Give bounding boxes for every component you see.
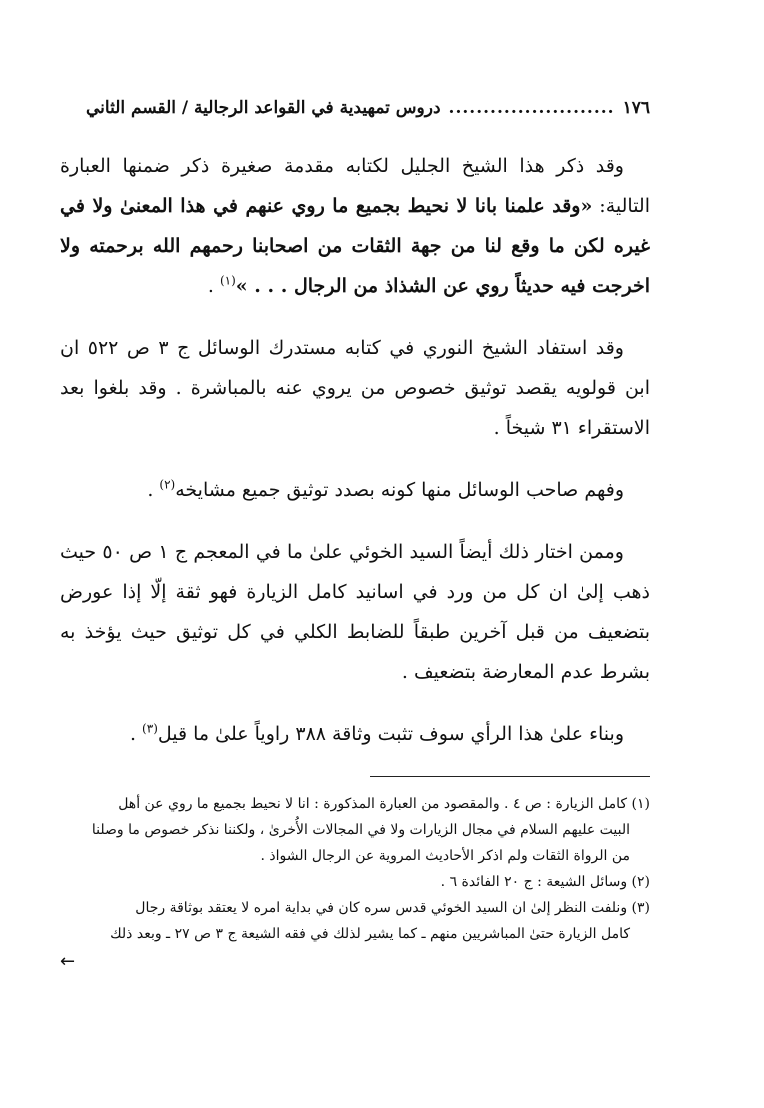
paragraph-1-quote: «وقد علمنا بانا لا نحيط بجميع ما روي عنهم في هذا المعنىٰ ولا في غيره لكن ما وقع لنا من جهة الثقات من اصحابنا رحمهم الله برحمته ولا اخرجت فيه حديثاً روي عن الشذاذ من الرجال . . . » (60, 195, 650, 297)
page-number: ١٧٦ (622, 98, 650, 118)
paragraph-3-end: . (147, 479, 154, 501)
footnote-3: (٣) ونلفت النظر إلىٰ ان السيد الخوئي قدس سره كان في بداية امره لا يعتقد بوثاقة رجال (135, 900, 650, 916)
paragraph-1-intro: وقد ذكر هذا الشيخ الجليل لكتابه مقدمة صغيرة ذكر ضمنها العبارة التالية: (60, 155, 650, 217)
footnote-ref-1[interactable]: (١) (219, 273, 236, 288)
footnote-1-line-2: البيت عليهم السلام في مجال الزيارات ولا في المجالات الأُخرىٰ ، ولكننا نذكر خصوص ما وصلنا (91, 822, 630, 838)
footnote-2: (٢) وسائل الشيعة : ج ٢٠ الفائدة ٦ . (440, 874, 650, 890)
paragraph-5 (60, 714, 650, 754)
footnote-divider (370, 776, 650, 777)
main-text (60, 146, 650, 754)
running-header (60, 88, 650, 128)
paragraph-1-end: . (207, 275, 214, 297)
running-title: دروس تمهيدية في القواعد الرجالية / القسم الثاني (86, 98, 441, 118)
footnotes (60, 791, 650, 975)
paragraph-5-end: . (129, 723, 136, 745)
footnote-1: (١) كامل الزيارة : ص ٤ . والمقصود من العبارة المذكورة : انا لا نحيط بجميع ما روي عن أهل (118, 796, 650, 812)
paragraph-1 (60, 146, 650, 306)
footnote-ref-2[interactable]: (٢) (159, 477, 176, 492)
paragraph-3 (60, 470, 650, 510)
paragraph-2: وقد استفاد الشيخ النوري في كتابه مستدرك الوسائل ج ٣ ص ٥٢٢ ان ابن قولويه يقصد توثيق خصوص من يروي عنه بالمباشرة . وقد بلغوا بعد الاستقراء ٣١ شيخاً . (60, 337, 650, 439)
paragraph-5-text: وبناء علىٰ هذا الرأي سوف تثبت وثاقة ٣٨٨ راوياً علىٰ ما قيل (157, 723, 624, 745)
continue-arrow-icon: ← (60, 951, 76, 972)
footnote-3-line-2: كامل الزيارة حتىٰ المباشريين منهم ـ كما يشير لذلك في فقه الشيعة ج ٣ ص ٢٧ ـ وبعد ذلك (110, 926, 630, 942)
page (60, 88, 650, 975)
footnote-ref-3[interactable]: (٣) (142, 721, 158, 736)
header-dots: ........................ (448, 98, 615, 118)
paragraph-4: وممن اختار ذلك أيضاً السيد الخوئي علىٰ ما في المعجم ج ١ ص ٥٠ حيث ذهب إلىٰ ان كل من ورد في اسانيد كامل الزيارة فهو ثقة إلّا إذا عورض بتضعيف من قبل آخرين طبقاً للضابط الكلي في كل توثيق حيث يؤخذ به بشرط عدم المعارضة بتضعيف . (60, 541, 650, 683)
paragraph-3-text: وفهم صاحب الوسائل منها كونه بصدد توثيق جميع مشايخه (175, 479, 624, 501)
footnote-1-line-3: من الرواة الثقات ولم اذكر الأحاديث المروية عن الرجال الشواذ . (260, 848, 630, 864)
